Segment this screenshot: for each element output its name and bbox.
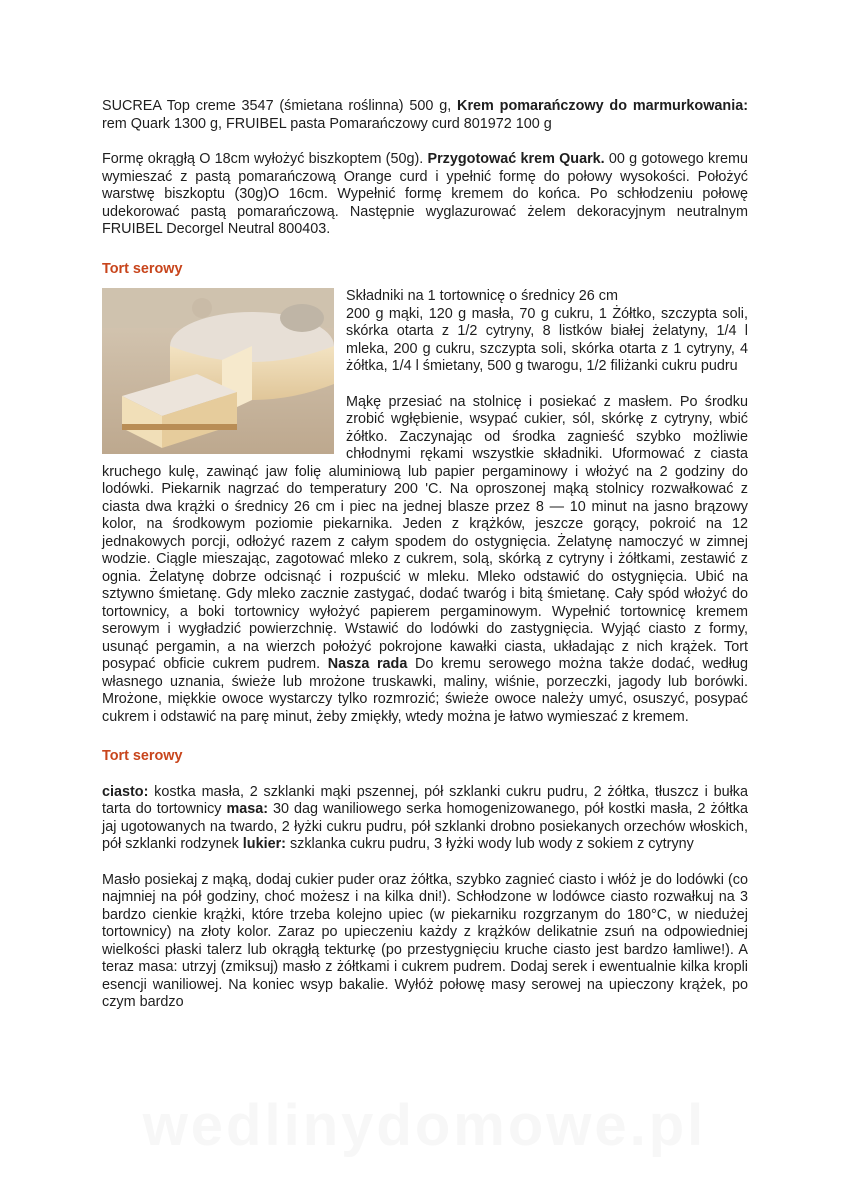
bold-run: lukier: [242, 836, 286, 852]
text-run: 30 dag waniliowego serka homogenizowanego, pół kostki masła, 2 żółtka jaj ugotowanych na twardo, 2 łyżki cukru pudru, pół szklanki drobno posiekanych orzechów włoskich, pół szklanki rodzynek [102, 801, 748, 852]
bold-run: ciasto: [102, 783, 149, 800]
text-run: kostka masła, 2 szklanki mąki pszennej, pół szklanki cukru pudru, 2 żółtka, tłuszcz i bułka tarta do tortownicy [102, 783, 748, 817]
bold-run: Nasza rada [327, 656, 408, 672]
paragraph-quark-method [102, 151, 748, 239]
cheesecake-photo [102, 288, 334, 454]
text-run: Formę okrągłą O 18cm wyłożyć biszkoptem (50g). [102, 151, 428, 167]
watermark-text: wedlinydomowe.pl [142, 1093, 707, 1158]
text-run: rem Quark 1300 g, FRUIBEL pasta Pomarańczowy curd 801972 100 g [102, 115, 552, 132]
paragraph-ingredients-2 [102, 784, 748, 854]
ingredients-list: 200 g mąki, 120 g masła, 70 g cukru, 1 Żółtko, szczypta soli, skórka otarta z 1/2 cytryny, 8 listków białej żelatyny, 1/4 l mleka, 200 g cukru, szczypta soli, skórka otarta z 1 cytryny, 4 żółtka, 1/4 l śmietany, 500 g twarogu, 1/2 filiżanki cukru pudru [346, 305, 748, 374]
document-page [102, 98, 748, 1012]
bold-run: Przygotować krem Quark. [427, 151, 605, 167]
text-run: 00 g gotowego kremu wymieszać z pastą pomarańczową Orange curd i ypełnić formę do połowy wysokości. Położyć warstwę biszkoptu (30g)O 16cm. Wypełnić formę kremem do końca. Po schłodzeniu połowę udekorować pastą pomarańczową. Następnie wyglazurować żelem dekoracyjnym neutralnym FRUIBEL Decorgel Neutral 800403. [102, 151, 748, 237]
paragraph-ingredients-intro [102, 98, 748, 133]
text-run: szklanka cukru pudru, 3 łyżki wody lub wody z sokiem z cytryny [285, 836, 694, 852]
text-run: Do kremu serowego można także dodać, według własnego uznania, świeże lub mrożone truskawki, maliny, wiśnie, porzeczki, jagody lub borówki. Mrożone, miękkie owoce wystarczy tylko rozmrozić; świeże owoce należy umyć, osuszyć, posypać cukrem i odstawić na parę minut, żeby zmiękły, wtedy można je łatwo wymieszać z kremem. [102, 656, 748, 725]
recipe-title-tort-serowy-2: Tort serowy [102, 748, 183, 764]
recipe-title-tort-serowy-1: Tort serowy [102, 260, 183, 277]
text-run: Mąkę przesiać na stolnicę i posiekać z masłem. Po środku zrobić wgłębienie, wsypać cukier, sól, skórkę z cytryny, wbić żółtko. Zaczynając od środka zagnieść szybko możliwie chłodnymi rękami wszystkie składniki. Uformować z ciasta kruchego kulę, zawinąć jaw folię aluminiową lub papier pergaminowy i włożyć na 2 godziny do lodówki. Piekarnik nagrzać do temperatury 200 'C. Na oproszonej mąką stolnicy rozwałkować z ciasta dwa krążki o średnicy 26 cm i piec na jednej blasze przez 8 — 10 minut na jasno brązowy kolor, na środkowym poziomie piekarnika. Jeden z krążków, jeszcze gorący, pokroić na 12 jednakowych porcji, odłożyć razem z całym spodem do ostygnięcia. Żelatynę namoczyć w zimnej wodzie. Ciągle mieszając, zagotować mleko z cukrem, solą, skórką z cytryny i żółtkami, zestawić z ognia. Żelatynę dobrze odcisnąć i rozpuścić w mleku. Mleko odstawić do ostygnięcia. Ubić na sztywno śmietanę. Gdy mleko zacznie zastygać, dodać twaróg i bitą śmietanę. Cały spód włożyć do tortownicy, a boki tortownicy wyłożyć papierem pergaminowym. Wypełnić tortownicę kremem serowym i wygładzić powierzchnię. Wstawić do lodówki do zastygnięcia. Wyjąć ciasto z formy, usunąć pergamin, a na wierzch położyć pokrojone kawałki ciasta, układając z nich krążek. Tort posypać obficie cukrem pudrem. [102, 393, 748, 672]
bold-run: masa: [226, 801, 269, 817]
bold-run: Krem pomarańczowy do marmurkowania: [457, 98, 748, 114]
ingredients-heading: Składniki na 1 tortownicę o średnicy 26 cm [346, 288, 618, 304]
text-run: SUCREA Top creme 3547 (śmietana roślinna) 500 g, [102, 98, 458, 114]
paragraph-method-2: Masło posiekaj z mąką, dodaj cukier puder oraz żółtka, szybko zagnieć ciasto i włóż je do lodówki (co najmniej na pół godziny, choć możesz i na kilka dni!). Schłodzone w lodówce ciasto rozwałkuj na 3 bardzo cienkie krążki, które trzeba kolejno upiec (w piekarniku rozgrzanym do 180°C, w niedużej tortownicy) na złoty kolor. Zaraz po upieczeniu każdy z krążków delikatnie zsuń na odpowiedniej wielkości płaski talerz lub okrągłą tekturkę (po przestygnięciu kruche ciasto jest bardzo łamliwe!). A teraz masa: utrzyj (zmiksuj) masło z żółtkami i cukrem pudrem. Dodaj serek i ewentualnie kilka kropli esencji waniliowej. Na koniec wsyp bakalie. Wyłóż połowę masy serowej na upieczony krążek, po czym bardzo [102, 871, 748, 1010]
